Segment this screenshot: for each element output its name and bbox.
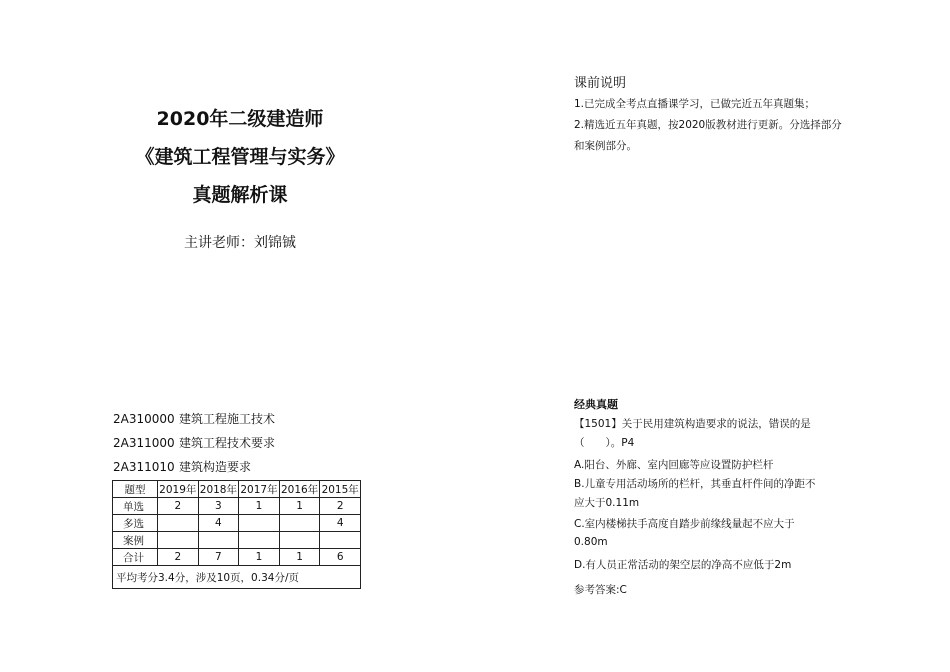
table-header-row: [113, 481, 361, 498]
intro-item-1: 1.已完成全考点直播课学习，已做完近五年真题集；: [574, 98, 816, 110]
intro-title: 课前说明: [574, 76, 627, 91]
table-cell: [279, 515, 320, 532]
section-code: 2A310000: [113, 412, 175, 426]
section-line-3: [113, 458, 251, 475]
table-cell: 1: [239, 549, 280, 566]
section-name: 建筑构造要求: [179, 460, 252, 474]
table-row: [113, 532, 361, 549]
table-cell: [239, 532, 280, 549]
table-cell: 单选: [113, 498, 158, 515]
table-cell: [158, 532, 199, 549]
course-title-line-2: 《建筑工程管理与实务》: [135, 146, 345, 168]
table-cell: 1: [279, 498, 320, 515]
question-stem: 【1501】关于民用建筑构造要求的说法，错误的是: [574, 418, 811, 430]
table-header-cell: 2015年: [320, 481, 361, 498]
section-code: 2A311010: [113, 460, 175, 474]
table-cell: 2: [158, 498, 199, 515]
table-cell: 4: [320, 515, 361, 532]
table-cell: 1: [239, 498, 280, 515]
table-row: [113, 549, 361, 566]
table-header-cell: 题型: [113, 481, 158, 498]
table-header-cell: 2017年: [239, 481, 280, 498]
table-header-cell: 2019年: [158, 481, 199, 498]
reference-answer: 参考答案:C: [574, 584, 627, 596]
table-summary: 平均考分3.4分，涉及10页，0.34分/页: [113, 566, 361, 589]
table-cell: 2: [320, 498, 361, 515]
intro-item-2: 2.精选近五年真题，按2020版教材进行更新。分选择部分和案例部分。: [574, 119, 842, 152]
section-name: 建筑工程技术要求: [179, 436, 276, 450]
course-title-line-1: 2020年二级建造师: [156, 108, 324, 130]
option-c: C.室内楼梯扶手高度自踏步前缘线量起不应大于: [574, 518, 795, 530]
section-name: 建筑工程施工技术: [179, 412, 276, 426]
option-b-cont: 应大于0.11m: [574, 497, 640, 509]
table-header-cell: 2016年: [279, 481, 320, 498]
table-cell: 合计: [113, 549, 158, 566]
option-a: A.阳台、外廊、室内回廊等应设置防护栏杆: [574, 459, 774, 471]
table-cell: [320, 532, 361, 549]
table-header-cell: 2018年: [198, 481, 239, 498]
section-line-2: [113, 434, 275, 451]
table-cell: 案例: [113, 532, 158, 549]
section-code: 2A311000: [113, 436, 175, 450]
option-b: B.儿童专用活动场所的栏杆，其垂直杆件间的净距不: [574, 478, 816, 490]
table-cell: [198, 532, 239, 549]
exam-stats-table: [112, 480, 361, 589]
option-c-cont: 0.80m: [574, 536, 608, 548]
table-row: [113, 515, 361, 532]
course-title-line-3: 真题解析课: [192, 184, 288, 206]
table-cell: 多选: [113, 515, 158, 532]
table-cell: 1: [279, 549, 320, 566]
table-cell: 3: [198, 498, 239, 515]
table-cell: 2: [158, 549, 199, 566]
question-stem-cont: （ ）。P4: [574, 437, 635, 449]
table-cell: [239, 515, 280, 532]
section-line-1: [113, 410, 275, 427]
lecturer-name: 主讲老师：刘锦铖: [184, 235, 296, 251]
table-summary-row: [113, 566, 361, 589]
table-row: [113, 498, 361, 515]
question-heading: 经典真题: [574, 398, 618, 411]
table-cell: [158, 515, 199, 532]
table-cell: [279, 532, 320, 549]
table-cell: 7: [198, 549, 239, 566]
table-cell: 6: [320, 549, 361, 566]
option-d: D.有人员正常活动的架空层的净高不应低于2m: [574, 559, 792, 571]
table-cell: 4: [198, 515, 239, 532]
